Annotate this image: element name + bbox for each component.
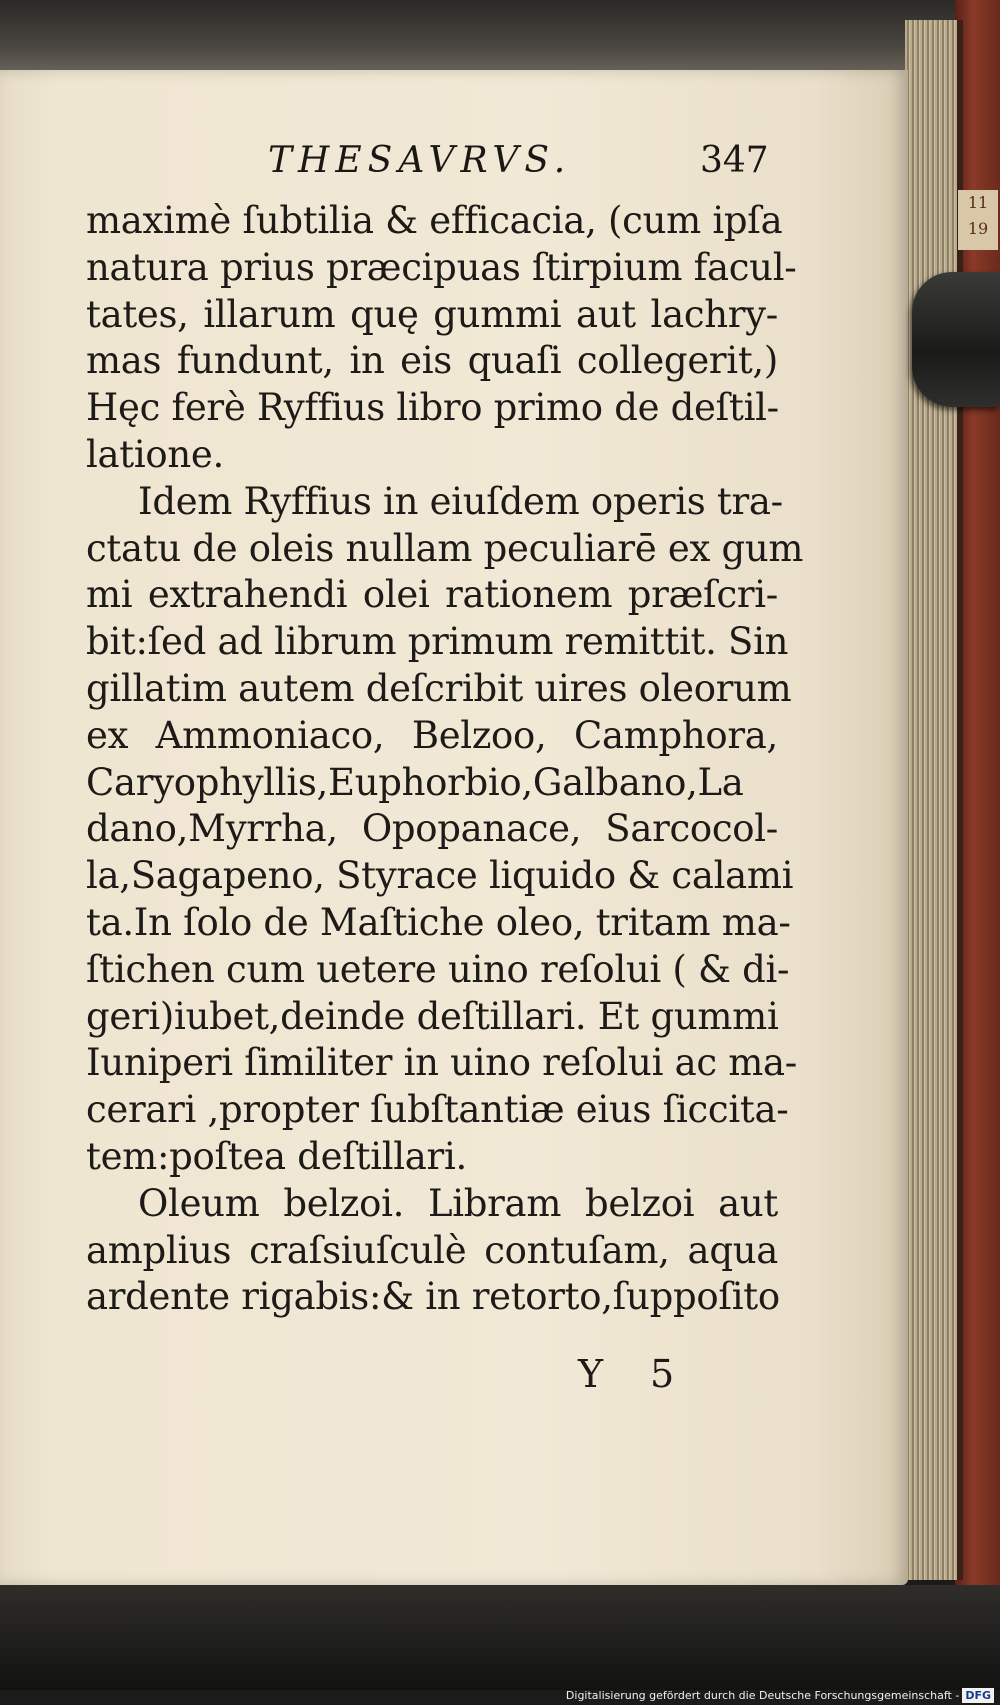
page-number: 347 bbox=[700, 140, 769, 181]
text-line: natura prius præcipuas ſtirpium facul- bbox=[86, 245, 797, 289]
text-line: dano,Myrrha, Opopanace, Sarcocol- bbox=[86, 807, 778, 851]
page-bottom-shadow bbox=[0, 1585, 1000, 1690]
body-text bbox=[86, 198, 804, 1321]
text-line: ctatu de oleis nullam peculiarē ex gum bbox=[86, 526, 804, 570]
text-line: amplius craſsiuſculè contuſam, aqua bbox=[86, 1228, 778, 1272]
page-stack-edges bbox=[905, 20, 963, 1580]
text-line: gillatim autem deſcribit uires oleorum bbox=[86, 666, 792, 710]
dfg-logo: DFG bbox=[962, 1688, 994, 1703]
text-line: Caryophyllis,Euphorbio,Galbano,La bbox=[86, 760, 744, 804]
text-line: tem:poſtea deſtillari. bbox=[86, 1134, 467, 1178]
text-line: latione. bbox=[86, 432, 224, 476]
book-top-edge bbox=[0, 0, 1000, 78]
page-header bbox=[0, 140, 908, 190]
credit-text: Digitalisierung gefördert durch die Deutsche Forschungsgemeinschaft - bbox=[565, 1689, 960, 1702]
text-line: ſtichen cum uetere uino reſolui ( & di- bbox=[86, 947, 790, 991]
signature-number: 5 bbox=[650, 1352, 675, 1396]
text-line: Iuniperi ſimiliter in uino reſolui ac ma- bbox=[86, 1041, 797, 1085]
text-line: mas fundunt, in eis quaſi collegerit,) bbox=[86, 339, 778, 383]
text-line: cerari ,propter ſubſtantiæ eius ſiccita- bbox=[86, 1088, 789, 1132]
signature-mark: Y bbox=[578, 1352, 604, 1396]
running-title: THESAVRVS. bbox=[268, 140, 572, 181]
book-clasp bbox=[912, 272, 1000, 407]
text-line: Hęc ferè Ryffius libro primo de deſtil- bbox=[86, 386, 779, 430]
text-line: mi extrahendi olei rationem præſcri- bbox=[86, 573, 778, 617]
text-line: la,Sagapeno, Styrace liquido & calami bbox=[86, 854, 794, 898]
spine-label: 11 19 bbox=[958, 190, 998, 250]
text-line: ta.In ſolo de Maſtiche oleo, tritam ma- bbox=[86, 900, 791, 944]
text-line: geri)iubet,deinde deſtillari. Et gummi bbox=[86, 994, 779, 1038]
text-line: maximè ſubtilia & efficacia, (cum ipſa bbox=[86, 199, 783, 242]
digitization-credit bbox=[566, 1686, 994, 1705]
text-line: Idem Ryffius in eiuſdem operis tra- bbox=[138, 479, 783, 523]
text-line: tates, illarum quę gummi aut lachry- bbox=[86, 292, 778, 336]
text-line: ex Ammoniaco, Belzoo, Camphora, bbox=[86, 713, 778, 757]
text-line: ardente rigabis:& in retorto,ſuppoſito bbox=[86, 1275, 780, 1319]
text-line: Oleum belzoi. Libram belzoi aut bbox=[138, 1181, 778, 1225]
text-line: bit:ſed ad librum primum remittit. Sin bbox=[86, 620, 789, 664]
